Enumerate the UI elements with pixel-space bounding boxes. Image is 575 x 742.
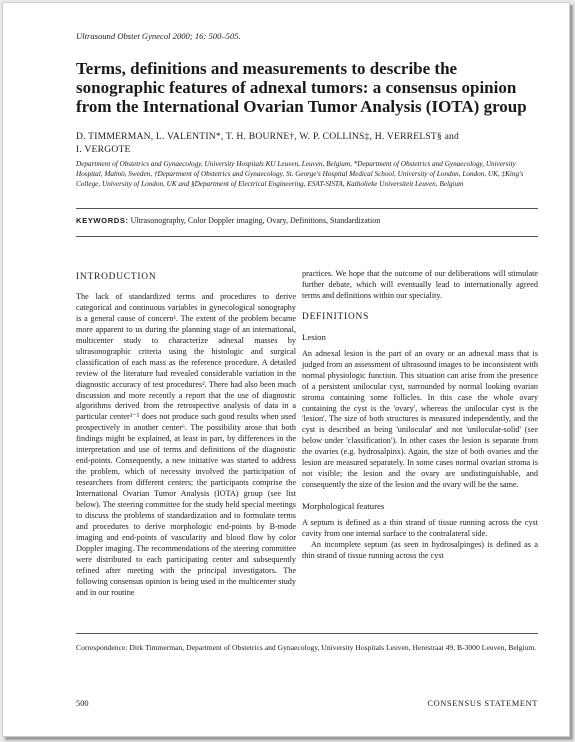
septum-paragraph: A septum is defined as a thin strand of tissue running across the cyst cavity from one internal surface to the contralateral side. xyxy=(302,518,538,539)
intro-paragraph: The lack of standardized terms and procedures to derive categorical and continuous variables in gynecological sonography is a general cause of concern¹. The extent of the problem became more apparent to us during the planning stage of an international, multicenter study to characterize adnexal masses by ultrasonographic criteria using the histologic and surgical classification of each mass as the reference procedure. A detailed review of the literature had revealed considerable variation in the diagnostic accuracy of test procedures². There had also been much discussion and more recently a report that the use of diagnostic algorithms derived from the retrospective analysis of data in a particular center³⁻⁵ does not produce such good results when used prospectively in another center⁶. The possibility arose that both findings might be explained, at least in part, by differences in the interpretation and use of terms and definitions of the diagnostic end-points. Consequently, a new initiative was started to address the problem, which of necessity involved the participation of researchers from different centers; the participants comprise the International Ovarian Tumor Analysis (IOTA) group (see list below). The steering committee for the study held special meetings to discuss the problems of standardization and to formulate terms and procedures to derive morphologic end-points by B-mode imaging and end-points of vascularity and blood flow by color Doppler imaging. The recommendations of the steering committee were distributed to each participating center and subsequently refined after meeting with the principal investigators. The following consensus opinion is being used in the multicenter study and in our routine xyxy=(76,291,296,597)
author-list xyxy=(76,130,496,156)
intro-continuation: practices. We hope that the outcome of our deliberations will stimulate further debate, which will eventually lead to internationally agreed terms and definitions within our speciality. xyxy=(302,269,538,300)
section-heading-definitions: DEFINITIONS xyxy=(302,311,370,322)
right-column xyxy=(302,269,538,562)
incomplete-septum-paragraph: An incomplete septum (as seen in hydrosalpinges) is defined as a thin strand of tissue running across the cyst xyxy=(302,540,538,560)
journal-reference: Ultrasound Obstet Gynecol 2000; 16: 500–505. xyxy=(76,31,241,41)
divider-top xyxy=(76,208,538,209)
keywords-label: KEYWORDS: xyxy=(76,216,129,225)
affiliations: Department of Obstetrics and Gynaecology, University Hospitals KU Leuven, Leuven, Belgium, *Department of Obstetrics and Gynaecology, University Hospital, Malmö, Sweden, †Department of Obstetrics and Gynaecology, St. George's Hospital Medical School, University of London, London, UK, ‡King's College, University of London, UK and §Department of Electrical Engineering, ESAT-SISTA, Katholieke Universiteit Leuven, Belgium xyxy=(76,160,524,188)
page-number: 500 xyxy=(76,699,89,708)
section-label: CONSENSUS STATEMENT xyxy=(427,699,538,708)
section-heading-introduction: INTRODUCTION xyxy=(76,272,157,282)
article-title: Terms, definitions and measurements to describe the sonographic features of adnexal tumors: a consensus opinion from the International Ovarian Tumor Analysis (IOTA) group xyxy=(76,59,527,116)
keywords-text: Ultrasonography, Color Doppler imaging, Ovary, Definitions, Standardization xyxy=(130,216,381,225)
lesion-paragraph: An adnexal lesion is the part of an ovary or an adnexal mass that is judged from an assessment of ultrasound images to be inconsistent with normal physiologic function. This situation can arise from the presence of a persistent unilocular cyst, surrounded by normal looking ovarian stroma containing some follicles. In this case the whole ovary containing the cyst is the 'ovary', whereas the unilocular cyst is the 'lesion'. The size of both structures is measured independently, and the cyst is described as being 'unilocular' and not 'unilocular-solid' (see below under 'classification'). In other cases the lesion is separate from the ovaries (e.g. hydrosalpinx). Again, the size of both ovaries and the lesion are measured separately. In some cases normal ovarian stroma is not visible; the lesion and the ovary are undistinguishable, and consequently the size of the lesion and the ovary will be the same. xyxy=(302,348,538,490)
subheading-morphological-features: Morphological features xyxy=(302,501,385,512)
footnote-divider xyxy=(76,633,538,634)
keywords-line xyxy=(76,216,538,225)
subheading-lesion: Lesion xyxy=(302,331,326,342)
author-line-1: D. TIMMERMAN, L. VALENTIN*, T. H. BOURNE†, W. P. COLLINS‡, H. VERRELST§ and xyxy=(76,131,460,142)
document-page xyxy=(2,2,570,737)
divider-bottom xyxy=(76,236,538,237)
author-line-2: I. VERGOTE xyxy=(76,144,131,155)
left-column xyxy=(76,269,296,599)
correspondence-footnote: Correspondence: Dirk Timmerman, Department of Obstetrics and Gynaecology, University Hospitals Leuven, Herestraat 49, B-3000 Leuven, Belgium. xyxy=(76,643,537,652)
